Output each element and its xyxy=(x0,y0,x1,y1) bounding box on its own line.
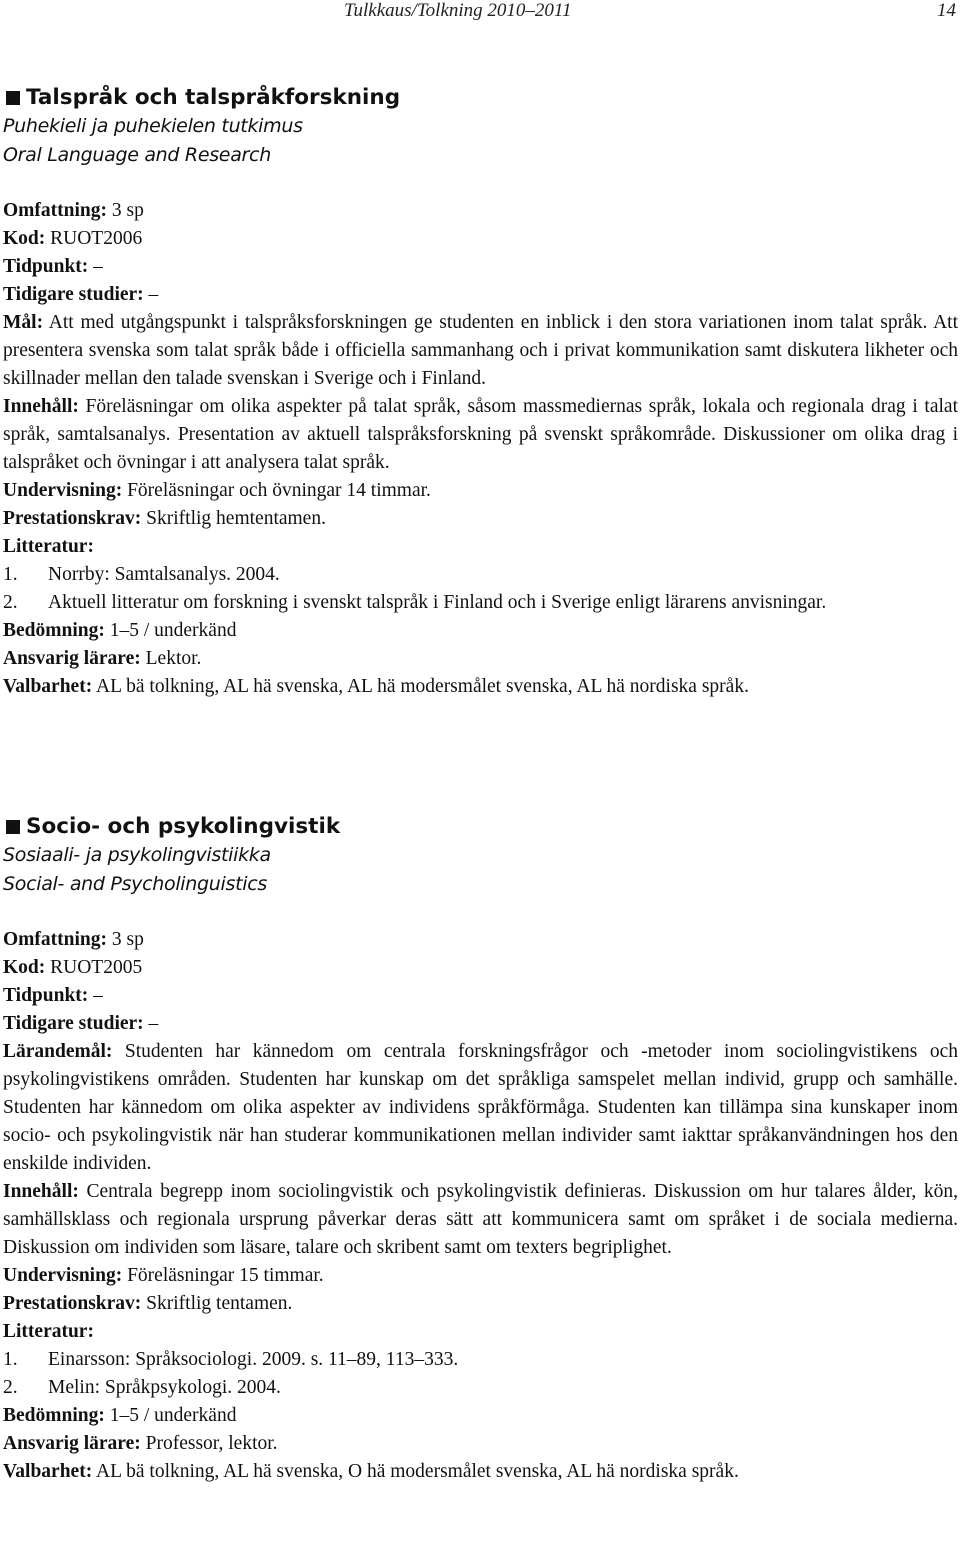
tidpunkt-label: Tidpunkt: xyxy=(3,256,89,277)
running-header-title: Tulkkaus/Tolkning 2010–2011 xyxy=(344,0,572,21)
list-number: 2. xyxy=(3,592,18,613)
litteratur-row xyxy=(3,1318,958,1346)
tidigare-value: – xyxy=(143,284,159,305)
mal-label: Mål: xyxy=(3,312,44,333)
course-title-text: Talspråk och talspråkforskning xyxy=(26,85,401,110)
undervisning-value: Föreläsningar och övningar 14 timmar. xyxy=(122,480,431,501)
course-title xyxy=(3,84,958,112)
larandemal-value: Studenten har kännedom om centrala forskningsfrågor och -metoder inom sociolingvistikens och psykolingvistikens områden. Studenten har kunskap om det språkliga samspelet mellan individ, grupp och samhälle. Studenten har kännedom om olika aspekter av individens språkförmåga. Studenten kan tillämpa sina kunskaper inom socio- och psykolingvistik när han studerar kommunikationen mellan individer samt iakttar språkanvändningen hos den enskilde individen. xyxy=(3,1041,958,1174)
page-number: 14 xyxy=(937,0,956,21)
undervisning-value: Föreläsningar 15 timmar. xyxy=(122,1265,324,1286)
innehall-value: Föreläsningar om olika aspekter på talat språk, såsom massmediernas språk, lokala och regionala drag i talat språk, samtalsanalys. Presentation av aktuell talspråksforskning på svenskt språkområde. Diskussioner om olika drag i talspråket och övningar i att analysera talat språk. xyxy=(3,396,958,473)
innehall-paragraph xyxy=(3,1178,958,1262)
list-item xyxy=(3,1374,958,1402)
bedomning-label: Bedömning: xyxy=(3,620,105,641)
course-title xyxy=(3,813,958,841)
ansvarig-value: Lektor. xyxy=(140,648,202,669)
tidpunkt-row xyxy=(3,982,958,1010)
kod-row xyxy=(3,225,958,253)
ansvarig-value: Professor, lektor. xyxy=(140,1433,278,1454)
innehall-paragraph xyxy=(3,393,958,477)
innehall-label: Innehåll: xyxy=(3,1181,79,1202)
ansvarig-label: Ansvarig lärare: xyxy=(3,648,141,669)
tidpunkt-value: – xyxy=(88,256,103,277)
valbarhet-row xyxy=(3,673,958,701)
course-section-sociolingvistik xyxy=(3,813,958,1486)
prestation-row xyxy=(3,1290,958,1318)
omfattning-row xyxy=(3,197,958,225)
valbarhet-label: Valbarhet: xyxy=(3,676,93,697)
prestation-label: Prestationskrav: xyxy=(3,1293,142,1314)
tidigare-label: Tidigare studier: xyxy=(3,1013,144,1034)
litteratur-label: Litteratur: xyxy=(3,536,94,557)
prestation-value: Skriftlig tentamen. xyxy=(141,1293,293,1314)
undervisning-row xyxy=(3,1262,958,1290)
course-subtitle-en: Social- and Psycholinguistics xyxy=(3,873,267,895)
larandemal-paragraph xyxy=(3,1038,958,1178)
tidpunkt-value: – xyxy=(88,985,103,1006)
course-subtitle-en: Oral Language and Research xyxy=(3,144,271,166)
bedomning-value: 1–5 / underkänd xyxy=(104,1405,237,1426)
litteratur-row xyxy=(3,533,958,561)
undervisning-row xyxy=(3,477,958,505)
list-item xyxy=(3,1346,958,1374)
tidigare-row xyxy=(3,1010,958,1038)
list-item xyxy=(3,561,958,589)
course-section-talsprak xyxy=(3,84,958,701)
litteratur-label: Litteratur: xyxy=(3,1321,94,1342)
course-subtitle-fi: Puhekieli ja puhekielen tutkimus xyxy=(3,115,303,137)
list-number: 1. xyxy=(3,564,18,585)
kod-label: Kod: xyxy=(3,957,46,978)
course-title-text: Socio- och psykolingvistik xyxy=(26,814,341,839)
kod-value: RUOT2005 xyxy=(45,957,143,978)
valbarhet-value: AL bä tolkning, AL hä svenska, O hä modersmålet svenska, AL hä nordiska språk. xyxy=(92,1461,739,1482)
list-text: Aktuell litteratur om forskning i svenskt talspråk i Finland och i Sverige enligt lärarens anvisningar. xyxy=(48,592,827,613)
list-text: Melin: Språkpsykologi. 2004. xyxy=(48,1377,281,1398)
innehall-label: Innehåll: xyxy=(3,396,79,417)
list-number: 2. xyxy=(3,1377,18,1398)
bedomning-value: 1–5 / underkänd xyxy=(104,620,237,641)
omfattning-row xyxy=(3,926,958,954)
list-text: Einarsson: Språksociologi. 2009. s. 11–89, 113–333. xyxy=(48,1349,459,1370)
valbarhet-label: Valbarhet: xyxy=(3,1461,93,1482)
prestation-value: Skriftlig hemtentamen. xyxy=(141,508,326,529)
course-subtitle-fi: Sosiaali- ja psykolingvistiikka xyxy=(3,844,271,866)
ansvarig-row xyxy=(3,645,958,673)
list-number: 1. xyxy=(3,1349,18,1370)
larandemal-label: Lärandemål: xyxy=(3,1041,113,1062)
list-text: Norrby: Samtalsanalys. 2004. xyxy=(48,564,280,585)
omfattning-value: 3 sp xyxy=(107,200,144,221)
innehall-value: Centrala begrepp inom sociolingvistik och psykolingvistik definieras. Diskussion om hur talares ålder, kön, samhällsklass och regionala ursprung påverkar deras sätt att kommunicera samt om språket i de sociala medierna. Diskussion om individen som läsare, talare och skribent samt om texters begriplighet. xyxy=(3,1181,958,1258)
list-item xyxy=(3,589,958,617)
kod-row xyxy=(3,954,958,982)
tidigare-label: Tidigare studier: xyxy=(3,284,144,305)
square-bullet-icon xyxy=(6,820,20,834)
tidigare-row xyxy=(3,281,958,309)
kod-value: RUOT2006 xyxy=(45,228,143,249)
omfattning-label: Omfattning: xyxy=(3,200,107,221)
ansvarig-label: Ansvarig lärare: xyxy=(3,1433,141,1454)
omfattning-value: 3 sp xyxy=(107,929,144,950)
prestation-row xyxy=(3,505,958,533)
omfattning-label: Omfattning: xyxy=(3,929,107,950)
undervisning-label: Undervisning: xyxy=(3,480,123,501)
undervisning-label: Undervisning: xyxy=(3,1265,123,1286)
tidpunkt-label: Tidpunkt: xyxy=(3,985,89,1006)
square-bullet-icon xyxy=(6,91,20,105)
tidpunkt-row xyxy=(3,253,958,281)
bedomning-label: Bedömning: xyxy=(3,1405,105,1426)
ansvarig-row xyxy=(3,1430,958,1458)
bedomning-row xyxy=(3,1402,958,1430)
mal-paragraph xyxy=(3,309,958,393)
tidigare-value: – xyxy=(143,1013,159,1034)
valbarhet-row xyxy=(3,1458,958,1486)
kod-label: Kod: xyxy=(3,228,46,249)
page-header xyxy=(0,0,960,24)
mal-value: Att med utgångspunkt i talspråksforskningen ge studenten en inblick i den stora variationen inom talat språk. Att presentera svenska som talat språk både i officiella sammanhang och i privat kommunikation samt diskutera likheter och skillnader mellan den talade svenskan i Sverige och i Finland. xyxy=(3,312,958,389)
valbarhet-value: AL bä tolkning, AL hä svenska, AL hä modersmålet svenska, AL hä nordiska språk. xyxy=(92,676,749,697)
prestation-label: Prestationskrav: xyxy=(3,508,142,529)
bedomning-row xyxy=(3,617,958,645)
